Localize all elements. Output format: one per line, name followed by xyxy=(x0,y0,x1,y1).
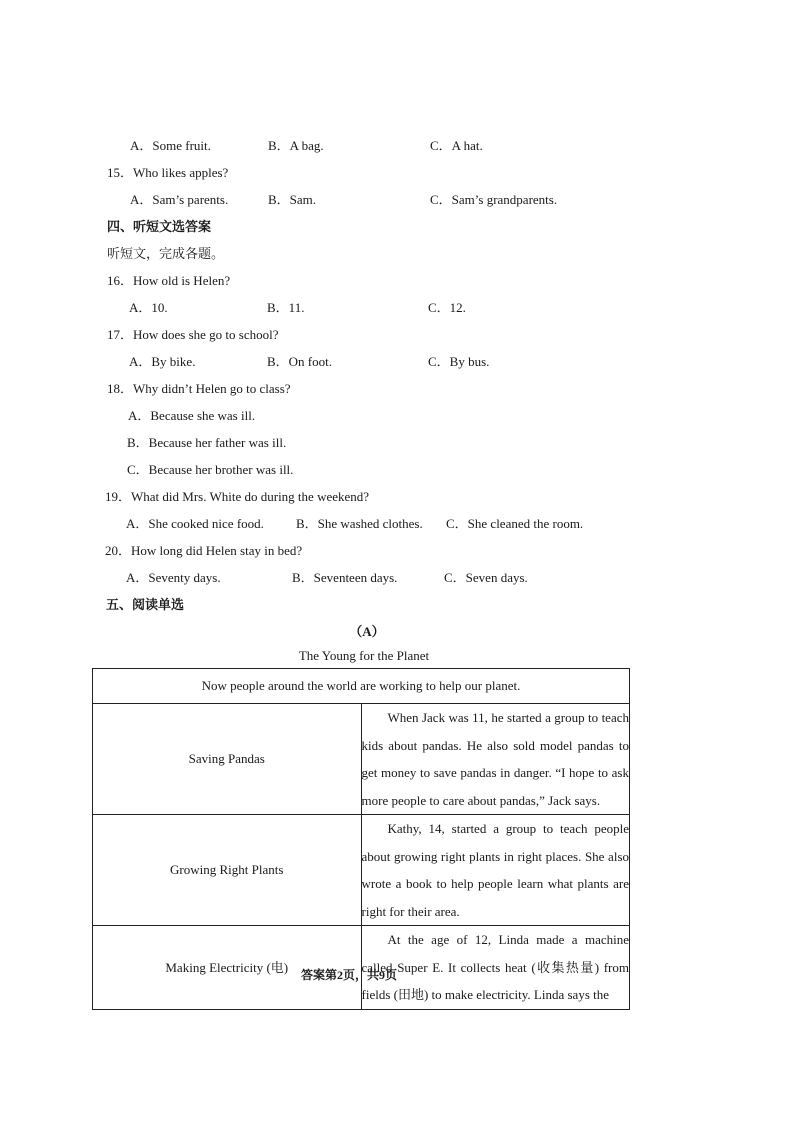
q16-option-c: C．12. xyxy=(428,300,466,315)
q17-option-b: B．On foot. xyxy=(267,354,333,369)
q15-option-a: A．Sam’s parents. xyxy=(130,192,229,207)
q16-option-a: A．10. xyxy=(129,300,168,315)
passage-title: The Young for the Planet xyxy=(298,648,430,663)
table-row xyxy=(93,704,630,815)
q17-option-c: C．By bus. xyxy=(428,354,490,369)
section4-instruction: 听短文，完成各题。 xyxy=(107,246,225,261)
q20-option-b: B．Seventeen days. xyxy=(292,570,398,585)
section5-title: 五、阅读单选 xyxy=(106,597,185,612)
reading-table xyxy=(92,668,630,1010)
table-topic-pandas: Saving Pandas xyxy=(93,704,362,815)
table-row xyxy=(93,815,630,926)
q20-option-a: A．Seventy days. xyxy=(126,570,221,585)
passage-label: （A） xyxy=(349,624,385,639)
table-row-intro xyxy=(93,669,630,704)
q16-option-b: B．11. xyxy=(267,300,305,315)
q15-option-c: C．Sam’s grandparents. xyxy=(430,192,558,207)
q14-option-a: A．Some fruit. xyxy=(130,138,211,153)
q19-question: 19．What did Mrs. White do during the weekend? xyxy=(105,489,370,504)
table-topic-plants: Growing Right Plants xyxy=(93,815,362,926)
q20-question: 20．How long did Helen stay in bed? xyxy=(105,543,303,558)
q18-option-c: C．Because her brother was ill. xyxy=(127,462,294,477)
table-text-electricity-body: At the age of 12, Linda made a machine called Super E. It collects heat (收集热量) from fields (田地) to make electricity. Linda says the xyxy=(361,932,629,1002)
table-text-plants-body: Kathy, 14, started a group to teach people about growing right plants in right places. She also wrote a book to help people learn what plants are right for their area. xyxy=(361,821,629,919)
table-text-pandas-body: When Jack was 11, he started a group to teach kids about pandas. He also sold model pandas to get money to save pandas in danger. “I hope to ask more people to care about pandas,” Jack says. xyxy=(361,710,629,808)
q19-option-b: B．She washed clothes. xyxy=(296,516,423,531)
q17-question: 17．How does she go to school? xyxy=(107,327,279,342)
table-text-pandas xyxy=(361,704,630,815)
table-text-plants xyxy=(361,815,630,926)
section4-title: 四、听短文选答案 xyxy=(107,219,212,234)
q14-option-b: B．A bag. xyxy=(268,138,324,153)
q14-option-c: C．A hat. xyxy=(430,138,483,153)
q19-option-c: C．She cleaned the room. xyxy=(446,516,584,531)
table-intro: Now people around the world are working to help our planet. xyxy=(93,669,630,704)
table-topic-electricity: Making Electricity (电) xyxy=(93,926,362,1010)
page-footer: 答案第2页，共9页 xyxy=(300,968,397,982)
q18-option-b: B．Because her father was ill. xyxy=(127,435,287,450)
q16-question: 16．How old is Helen? xyxy=(107,273,231,288)
q20-option-c: C．Seven days. xyxy=(444,570,528,585)
q15-option-b: B．Sam. xyxy=(268,192,317,207)
q18-question: 18．Why didn’t Helen go to class? xyxy=(107,381,291,396)
q17-option-a: A．By bike. xyxy=(129,354,196,369)
q18-option-a: A．Because she was ill. xyxy=(128,408,256,423)
q19-option-a: A．She cooked nice food. xyxy=(126,516,264,531)
q15-question: 15．Who likes apples? xyxy=(107,165,229,180)
